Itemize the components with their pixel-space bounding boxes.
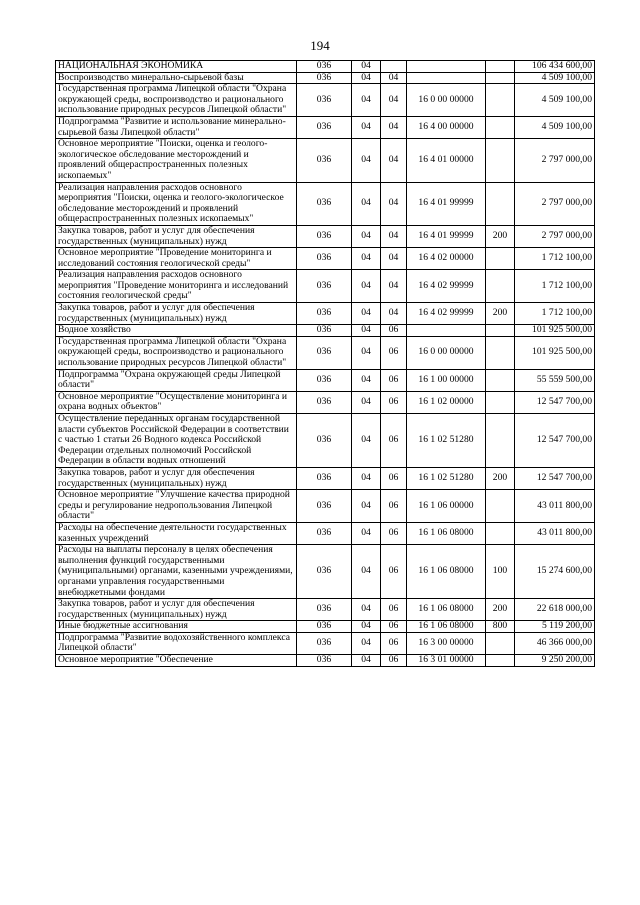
row-ministry-cell: 036 — [297, 490, 352, 523]
row-amount-cell: 15 274 600,00 — [515, 545, 595, 599]
row-ministry-cell: 036 — [297, 621, 352, 633]
table-row — [56, 490, 595, 523]
row-subsection-cell: 04 — [381, 84, 407, 117]
row-name-cell: НАЦИОНАЛЬНАЯ ЭКОНОМИКА — [56, 61, 297, 73]
table-row — [56, 225, 595, 247]
row-name-cell: Подпрограмма "Развитие и использование минерально-сырьевой базы Липецкой области" — [56, 116, 297, 138]
table-row — [56, 467, 595, 489]
row-ministry-cell: 036 — [297, 369, 352, 391]
row-expense-type-cell — [486, 84, 515, 117]
row-subsection-cell: 06 — [381, 325, 407, 337]
row-expense-type-cell — [486, 391, 515, 413]
row-ministry-cell: 036 — [297, 467, 352, 489]
row-name-cell: Закупка товаров, работ и услуг для обеспечения государственных (муниципальных) нужд — [56, 599, 297, 621]
row-target-cell: 16 1 06 08000 — [407, 545, 486, 599]
row-expense-type-cell: 800 — [486, 621, 515, 633]
row-target-cell: 16 4 00 00000 — [407, 116, 486, 138]
row-section-cell: 04 — [352, 139, 381, 182]
row-expense-type-cell — [486, 61, 515, 73]
row-section-cell: 04 — [352, 182, 381, 225]
row-section-cell: 04 — [352, 490, 381, 523]
row-amount-cell: 55 559 500,00 — [515, 369, 595, 391]
row-expense-type-cell — [486, 139, 515, 182]
table-row — [56, 72, 595, 84]
row-amount-cell: 5 119 200,00 — [515, 621, 595, 633]
row-ministry-cell: 036 — [297, 84, 352, 117]
row-subsection-cell: 06 — [381, 599, 407, 621]
row-expense-type-cell — [486, 632, 515, 654]
row-ministry-cell: 036 — [297, 303, 352, 325]
table-row — [56, 182, 595, 225]
table-row — [56, 545, 595, 599]
row-target-cell: 16 4 01 99999 — [407, 182, 486, 225]
row-target-cell: 16 1 06 08000 — [407, 522, 486, 544]
row-subsection-cell: 06 — [381, 621, 407, 633]
row-section-cell: 04 — [352, 84, 381, 117]
table-row — [56, 84, 595, 117]
row-target-cell: 16 4 02 99999 — [407, 303, 486, 325]
row-section-cell: 04 — [352, 632, 381, 654]
row-amount-cell: 106 434 600,00 — [515, 61, 595, 73]
row-expense-type-cell: 200 — [486, 225, 515, 247]
table-row — [56, 655, 595, 667]
row-target-cell: 16 4 02 00000 — [407, 248, 486, 270]
row-subsection-cell: 06 — [381, 545, 407, 599]
table-row — [56, 61, 595, 73]
table-row — [56, 632, 595, 654]
row-expense-type-cell — [486, 270, 515, 303]
row-amount-cell: 9 250 200,00 — [515, 655, 595, 667]
table-row — [56, 139, 595, 182]
row-ministry-cell: 036 — [297, 61, 352, 73]
table-row — [56, 599, 595, 621]
table-row — [56, 336, 595, 369]
row-ministry-cell: 036 — [297, 182, 352, 225]
row-name-cell: Основное мероприятие "Проведение мониторинга и исследований состояния геологической среды" — [56, 248, 297, 270]
row-expense-type-cell: 200 — [486, 303, 515, 325]
row-ministry-cell: 036 — [297, 248, 352, 270]
row-subsection-cell: 06 — [381, 336, 407, 369]
row-subsection-cell: 06 — [381, 414, 407, 468]
row-section-cell: 04 — [352, 467, 381, 489]
row-ministry-cell: 036 — [297, 599, 352, 621]
row-subsection-cell: 04 — [381, 248, 407, 270]
row-ministry-cell: 036 — [297, 116, 352, 138]
row-amount-cell: 1 712 100,00 — [515, 248, 595, 270]
row-section-cell: 04 — [352, 414, 381, 468]
row-subsection-cell: 06 — [381, 522, 407, 544]
page-number: 194 — [310, 38, 330, 53]
row-expense-type-cell: 200 — [486, 599, 515, 621]
row-subsection-cell: 06 — [381, 490, 407, 523]
row-name-cell: Основное мероприятие "Поиски, оценка и геолого-экологическое обследование месторождений и проявлений общераспространенных полезных ископаемых" — [56, 139, 297, 182]
row-subsection-cell: 06 — [381, 391, 407, 413]
table-row — [56, 303, 595, 325]
row-amount-cell: 12 547 700,00 — [515, 391, 595, 413]
row-expense-type-cell — [486, 116, 515, 138]
row-subsection-cell — [381, 61, 407, 73]
row-expense-type-cell — [486, 490, 515, 523]
row-ministry-cell: 036 — [297, 139, 352, 182]
row-name-cell: Осуществление переданных органам государственной власти субъектов Российской Федерации в соответствии с частью 1 статьи 26 Водного кодекса Российской Федерации отдельных полномочий Российской Федерации в области водных отношений — [56, 414, 297, 468]
row-section-cell: 04 — [352, 248, 381, 270]
row-expense-type-cell — [486, 522, 515, 544]
row-name-cell: Основное мероприятие "Осуществление мониторинга и охрана водных объектов" — [56, 391, 297, 413]
table-row — [56, 414, 595, 468]
row-name-cell: Водное хозяйство — [56, 325, 297, 337]
row-name-cell: Подпрограмма "Охрана окружающей среды Липецкой области" — [56, 369, 297, 391]
row-name-cell: Закупка товаров, работ и услуг для обеспечения государственных (муниципальных) нужд — [56, 467, 297, 489]
row-name-cell: Реализация направления расходов основного мероприятия "Проведение мониторинга и исследований состояния геологической среды" — [56, 270, 297, 303]
row-target-cell — [407, 325, 486, 337]
row-amount-cell: 2 797 000,00 — [515, 139, 595, 182]
row-ministry-cell: 036 — [297, 225, 352, 247]
row-target-cell: 16 1 02 51280 — [407, 467, 486, 489]
row-amount-cell: 101 925 500,00 — [515, 325, 595, 337]
row-section-cell: 04 — [352, 116, 381, 138]
row-target-cell: 16 1 02 51280 — [407, 414, 486, 468]
row-amount-cell: 4 509 100,00 — [515, 116, 595, 138]
row-amount-cell: 43 011 800,00 — [515, 490, 595, 523]
row-section-cell: 04 — [352, 391, 381, 413]
row-target-cell: 16 0 00 00000 — [407, 336, 486, 369]
row-section-cell: 04 — [352, 369, 381, 391]
row-ministry-cell: 036 — [297, 270, 352, 303]
row-subsection-cell: 04 — [381, 270, 407, 303]
row-amount-cell: 1 712 100,00 — [515, 270, 595, 303]
row-amount-cell: 22 618 000,00 — [515, 599, 595, 621]
row-ministry-cell: 036 — [297, 522, 352, 544]
row-expense-type-cell — [486, 182, 515, 225]
row-name-cell: Расходы на обеспечение деятельности государственных казенных учреждений — [56, 522, 297, 544]
row-target-cell: 16 1 06 08000 — [407, 621, 486, 633]
row-ministry-cell: 036 — [297, 325, 352, 337]
table-row — [56, 621, 595, 633]
row-amount-cell: 2 797 000,00 — [515, 225, 595, 247]
row-expense-type-cell — [486, 369, 515, 391]
row-section-cell: 04 — [352, 621, 381, 633]
row-amount-cell: 4 509 100,00 — [515, 72, 595, 84]
row-target-cell: 16 1 02 00000 — [407, 391, 486, 413]
row-ministry-cell: 036 — [297, 391, 352, 413]
row-amount-cell: 43 011 800,00 — [515, 522, 595, 544]
row-target-cell: 16 4 02 99999 — [407, 270, 486, 303]
row-expense-type-cell — [486, 248, 515, 270]
row-section-cell: 04 — [352, 545, 381, 599]
row-section-cell: 04 — [352, 599, 381, 621]
row-name-cell: Закупка товаров, работ и услуг для обеспечения государственных (муниципальных) нужд — [56, 303, 297, 325]
row-section-cell: 04 — [352, 655, 381, 667]
row-subsection-cell: 04 — [381, 303, 407, 325]
row-ministry-cell: 036 — [297, 655, 352, 667]
row-subsection-cell: 06 — [381, 655, 407, 667]
row-ministry-cell: 036 — [297, 632, 352, 654]
row-ministry-cell: 036 — [297, 336, 352, 369]
row-section-cell: 04 — [352, 72, 381, 84]
row-expense-type-cell — [486, 655, 515, 667]
row-target-cell: 16 4 01 00000 — [407, 139, 486, 182]
row-section-cell: 04 — [352, 522, 381, 544]
row-subsection-cell: 06 — [381, 467, 407, 489]
row-section-cell: 04 — [352, 61, 381, 73]
row-target-cell: 16 3 01 00000 — [407, 655, 486, 667]
row-section-cell: 04 — [352, 303, 381, 325]
row-target-cell: 16 1 00 00000 — [407, 369, 486, 391]
row-section-cell: 04 — [352, 325, 381, 337]
row-target-cell: 16 1 06 00000 — [407, 490, 486, 523]
row-subsection-cell: 04 — [381, 72, 407, 84]
row-name-cell: Реализация направления расходов основного мероприятия "Поиски, оценка и геолого-экологическое обследование месторождений и проявлений общераспространенных полезных ископаемых" — [56, 182, 297, 225]
row-section-cell: 04 — [352, 336, 381, 369]
row-ministry-cell: 036 — [297, 72, 352, 84]
row-expense-type-cell — [486, 325, 515, 337]
row-target-cell: 16 3 00 00000 — [407, 632, 486, 654]
row-name-cell: Основное мероприятие "Улучшение качества природной среды и регулирование недропользования Липецкой области" — [56, 490, 297, 523]
row-name-cell: Государственная программа Липецкой области "Охрана окружающей среды, воспроизводство и рационального использование природных ресурсов Липецкой области" — [56, 84, 297, 117]
row-amount-cell: 2 797 000,00 — [515, 182, 595, 225]
row-name-cell: Основное мероприятие "Обеспечение — [56, 655, 297, 667]
row-name-cell: Воспроизводство минерально-сырьевой базы — [56, 72, 297, 84]
row-subsection-cell: 06 — [381, 632, 407, 654]
row-name-cell: Государственная программа Липецкой области "Охрана окружающей среды, воспроизводство и рационального использование природных ресурсов Липецкой области" — [56, 336, 297, 369]
row-section-cell: 04 — [352, 270, 381, 303]
table-row — [56, 325, 595, 337]
table-row — [56, 270, 595, 303]
row-expense-type-cell — [486, 414, 515, 468]
row-name-cell: Подпрограмма "Развитие водохозяйственного комплекса Липецкой области" — [56, 632, 297, 654]
row-expense-type-cell: 200 — [486, 467, 515, 489]
row-subsection-cell: 04 — [381, 139, 407, 182]
table-row — [56, 248, 595, 270]
table-row — [56, 116, 595, 138]
row-subsection-cell: 04 — [381, 116, 407, 138]
row-amount-cell: 12 547 700,00 — [515, 414, 595, 468]
table-row — [56, 369, 595, 391]
row-target-cell — [407, 61, 486, 73]
table-row — [56, 391, 595, 413]
row-section-cell: 04 — [352, 225, 381, 247]
row-amount-cell: 1 712 100,00 — [515, 303, 595, 325]
row-target-cell — [407, 72, 486, 84]
row-amount-cell: 12 547 700,00 — [515, 467, 595, 489]
row-subsection-cell: 04 — [381, 182, 407, 225]
row-expense-type-cell: 100 — [486, 545, 515, 599]
row-ministry-cell: 036 — [297, 414, 352, 468]
row-target-cell: 16 0 00 00000 — [407, 84, 486, 117]
row-target-cell: 16 4 01 99999 — [407, 225, 486, 247]
row-name-cell: Иные бюджетные ассигнования — [56, 621, 297, 633]
row-name-cell: Закупка товаров, работ и услуг для обеспечения государственных (муниципальных) нужд — [56, 225, 297, 247]
budget-table — [55, 60, 595, 667]
row-ministry-cell: 036 — [297, 545, 352, 599]
table-row — [56, 522, 595, 544]
row-expense-type-cell — [486, 336, 515, 369]
row-name-cell: Расходы на выплаты персоналу в целях обеспечения выполнения функций государственными (муниципальными) органами, казенными учреждениями, органами управления государственными внебюджетными фондами — [56, 545, 297, 599]
row-subsection-cell: 04 — [381, 225, 407, 247]
row-amount-cell: 101 925 500,00 — [515, 336, 595, 369]
row-subsection-cell: 06 — [381, 369, 407, 391]
row-amount-cell: 46 366 000,00 — [515, 632, 595, 654]
row-target-cell: 16 1 06 08000 — [407, 599, 486, 621]
row-amount-cell: 4 509 100,00 — [515, 84, 595, 117]
row-expense-type-cell — [486, 72, 515, 84]
